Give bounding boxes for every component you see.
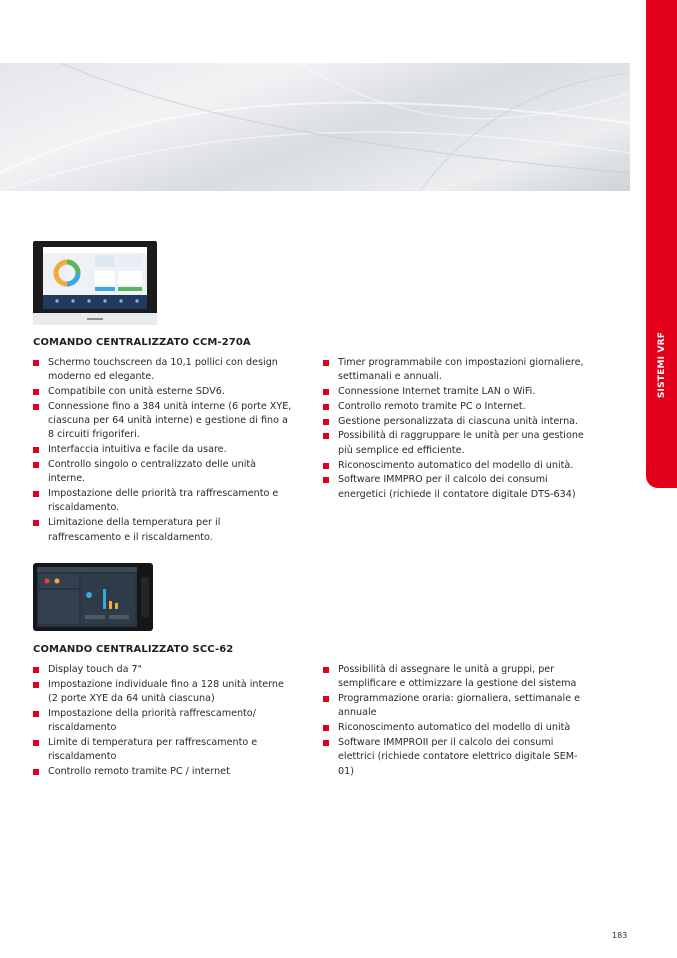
ccm-270a-device-image — [33, 241, 157, 325]
scc-62-device-image — [33, 563, 153, 631]
list-item: Connessione Internet tramite LAN o WiFi. — [323, 385, 585, 399]
list-item: Interfaccia intuitiva e facile da usare. — [33, 443, 295, 457]
section1-right-list — [323, 356, 585, 502]
list-item: Limitazione della temperatura per il raffrescamento e il riscaldamento. — [33, 516, 295, 545]
list-item: Software IMMPROII per il calcolo dei consumi elettrici (richiede contatore elettrico digitale SEM-01) — [323, 736, 585, 779]
section2-title: COMANDO CENTRALIZZATO SCC-62 — [33, 644, 234, 655]
list-item: Impostazione individuale fino a 128 unità interne (2 porte XYE da 64 unità ciascuna) — [33, 678, 295, 707]
list-item: Possibilità di assegnare le unità a gruppi, per semplificare e ottimizzare la gestione del sistema — [323, 663, 585, 692]
header-banner-image — [0, 63, 630, 191]
section1-left-list — [33, 356, 295, 545]
section1-title: COMANDO CENTRALIZZATO CCM-270A — [33, 337, 251, 348]
list-item: Programmazione oraria: giornaliera, settimanale e annuale — [323, 692, 585, 721]
list-item: Riconoscimento automatico del modello di unità. — [323, 459, 585, 473]
list-item: Compatibile con unità esterne SDV6. — [33, 385, 295, 399]
list-item: Timer programmabile con impostazioni giornaliere, settimanali e annuali. — [323, 356, 585, 385]
section2-left-list — [33, 663, 295, 780]
side-tab — [646, 0, 677, 488]
list-item: Impostazione delle priorità tra raffrescamento e riscaldamento. — [33, 487, 295, 516]
list-item: Limite di temperatura per raffrescamento e riscaldamento — [33, 736, 295, 765]
list-item: Connessione fino a 384 unità interne (6 porte XYE, ciascuna per 64 unità interne) e gestione di fino a 8 circuiti frigoriferi. — [33, 400, 295, 443]
list-item: Controllo remoto tramite PC / internet — [33, 765, 295, 779]
list-item: Riconoscimento automatico del modello di unità — [323, 721, 585, 735]
page-number: 183 — [612, 931, 628, 940]
list-item: Controllo remoto tramite PC o Internet. — [323, 400, 585, 414]
list-item: Display touch da 7" — [33, 663, 295, 677]
list-item: Schermo touchscreen da 10,1 pollici con design moderno ed elegante. — [33, 356, 295, 385]
side-tab-label: SISTEMI VRF — [656, 331, 667, 399]
list-item: Impostazione della priorità raffrescamento/ riscaldamento — [33, 707, 295, 736]
section2-right-list — [323, 663, 585, 779]
list-item: Possibilità di raggruppare le unità per una gestione più semplice ed efficiente. — [323, 429, 585, 458]
list-item: Gestione personalizzata di ciascuna unità interna. — [323, 415, 585, 429]
list-item: Software IMMPRO per il calcolo dei consumi energetici (richiede il contatore digitale DTS-634) — [323, 473, 585, 502]
list-item: Controllo singolo o centralizzato delle unità interne. — [33, 458, 295, 487]
